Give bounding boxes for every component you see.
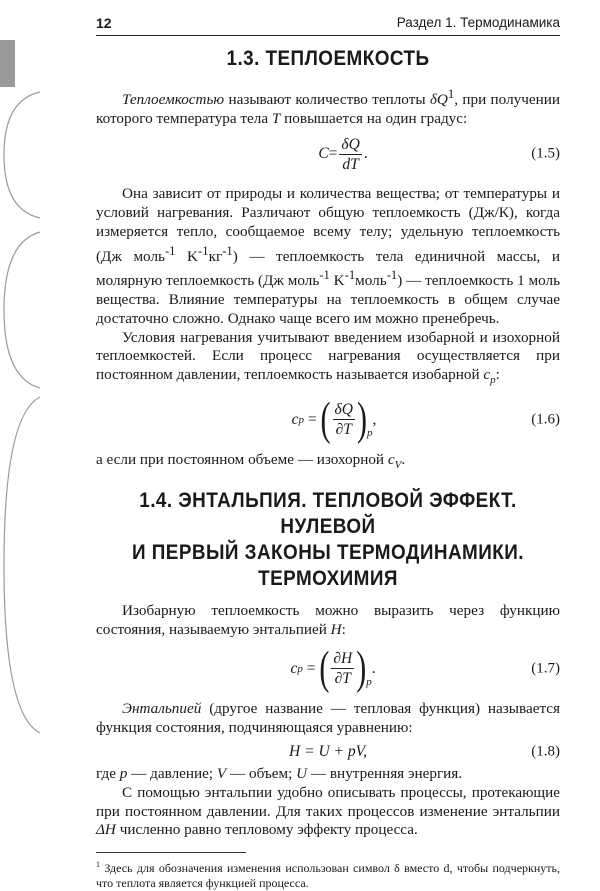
page-number: 12 <box>96 15 112 31</box>
equation-number: (1.7) <box>531 660 560 677</box>
equation-number: (1.6) <box>531 411 560 428</box>
paragraph: Изобарную теплоемкость можно выразить через функцию состояния, называемую энтальпией H: <box>96 602 560 639</box>
defined-term: Теплоемкостью <box>122 91 225 109</box>
fraction: $\frac{\delta Q}{dT}$ <box>341 135 360 173</box>
section-heading-heat-capacity: 1.3. ТЕПЛОЕМКОСТЬ <box>226 47 430 70</box>
paragraph: Энтальпией (другое название — тепловая функция) называется функция состояния, подчиняющаяся уравнению: <box>96 699 560 736</box>
fraction: $\frac{\delta Q}{\partial T}$ <box>334 401 353 439</box>
equation-1-5: C = $\frac{\delta Q}{dT}$ . (1.5) <box>318 135 560 173</box>
paragraph: где p — давление; V — объем; U — внутренняя энергия. <box>96 765 463 783</box>
section-heading-enthalpy: 1.4. ЭНТАЛЬПИЯ. ТЕПЛОВОЙ ЭФФЕКТ. НУЛЕВОЙ И ПЕРВЫЙ ЗАКОНЫ ТЕРМОДИНАМИКИ. ТЕРМОХИМИЯ <box>131 489 525 591</box>
running-head: Раздел 1. Термодинамика <box>396 15 560 30</box>
defined-term: Энтальпией <box>122 699 202 717</box>
equation-1-7: c p = ( $\frac{\partial H}{\partial T}$ ) $_p$ . (1.7) <box>290 642 560 694</box>
footnote: $^1$ Здесь для обозначения изменения использован символ δ вместо d, чтобы подчеркнуть, что теплота является функцией процесса. <box>96 860 560 891</box>
paragraph: Она зависит от природы и количества вещества; от температуры и условий нагревания. Различают общую теплоемкость (Дж/К), когда измеряется тепло, сообщаемое всему телу; удельную теплоемкость (Дж моль$^{-1}$ $K^{-1}кг^{-1}$) — теплоемкость тела единичной массы, и молярную теплоемкость (Дж моль$^{-1}$ $K^{-1}моль^{-1}$) — теплоемкость 1 моль вещества. Влияние температуры на теплоемкость в общем случае достаточно сложно. Однако чаще всего им можно пренебречь. <box>96 185 561 327</box>
equation-1-8: H = U + pV, (1.8) <box>289 743 560 761</box>
paragraph: а если при постоянном объеме — изохорной $c_V$. <box>96 450 406 471</box>
equation-number: (1.8) <box>531 743 560 760</box>
page-curl-decoration <box>0 90 42 220</box>
paragraph: С помощью энтальпии удобно описывать процессы, протекающие при постоянном давлении. Для таких процессов изменение энтальпии ΔH численно равно тепловому эффекту процесса. <box>96 783 560 839</box>
paragraph: Теплоемкостью называют количество теплоты $\delta Q^1$, при получении которого температура тела T повышается на один градус: <box>96 87 561 127</box>
page-body <box>96 44 560 891</box>
page-curl-decoration <box>0 230 42 390</box>
header-rule <box>96 35 560 36</box>
fraction: $\frac{\partial H}{\partial T}$ <box>333 650 353 688</box>
paragraph: Условия нагревания учитывают введением изобарной и изохорной теплоемкостей. Если процесс нагревания осуществляется при постоянном давлении, теплоемкость называется изобарной $c_p$: <box>96 328 560 386</box>
page-curl-decoration <box>0 395 42 735</box>
section-tab-marker <box>0 40 15 87</box>
equation-number: (1.5) <box>531 145 560 162</box>
equation-1-6: c p = ( $\frac{\delta Q}{\partial T}$ ) $_p$ , (1.6) <box>291 393 560 445</box>
footnote-rule <box>96 852 246 853</box>
footnote-ref: 1 <box>447 87 455 101</box>
